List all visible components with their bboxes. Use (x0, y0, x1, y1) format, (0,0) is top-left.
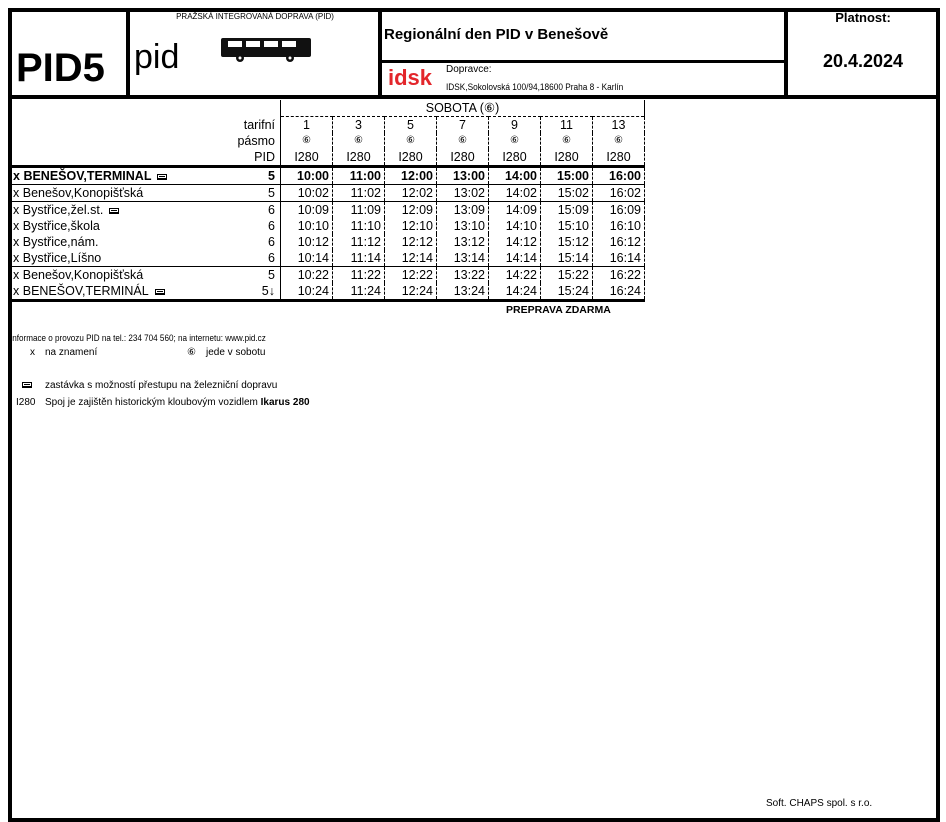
departure-time: 11:24 (333, 283, 385, 301)
trip-code: ⑥ (281, 133, 333, 149)
departure-time: 15:00 (541, 167, 593, 185)
departure-time: 10:14 (281, 250, 333, 267)
zone-cell (235, 267, 281, 284)
departure-time: 15:14 (541, 250, 593, 267)
departure-time: 16:00 (593, 167, 645, 185)
operator-logo: idsk (388, 65, 433, 90)
trip-code: ⑥ (385, 133, 437, 149)
departure-time: 16:12 (593, 234, 645, 250)
trip-vehicle: I280 (333, 149, 385, 167)
validity-date: 20.4.2024 (822, 51, 904, 71)
stop-name: Benešov,Konopišťská (22, 186, 144, 200)
stop-name: Benešov,Konopišťská (22, 268, 144, 282)
departure-time: 14:09 (489, 202, 541, 219)
trip-vehicle: I280 (593, 149, 645, 167)
departure-time: 14:12 (489, 234, 541, 250)
legend-x-symbol: x (30, 347, 35, 358)
trip-vehicle: I280 (385, 149, 437, 167)
trip-code: ⑥ (489, 133, 541, 149)
divider (378, 60, 786, 63)
departure-time: 13:02 (437, 185, 489, 202)
departure-time: 11:09 (333, 202, 385, 219)
departure-time: 12:09 (385, 202, 437, 219)
departure-time: 15:12 (541, 234, 593, 250)
stop-name: BENEŠOV,TERMINAL (23, 169, 152, 183)
arrow-down-icon: ↓ (268, 284, 275, 298)
zone-cell (235, 185, 281, 202)
departure-time: 13:22 (437, 267, 489, 284)
departure-time: 15:22 (541, 267, 593, 284)
departure-time: 10:09 (281, 202, 333, 219)
zone-cell (235, 218, 281, 234)
departure-time: 13:00 (437, 167, 489, 185)
departure-time: 11:00 (333, 167, 385, 185)
stop-cell (10, 218, 235, 234)
blank-cell (235, 100, 281, 117)
zone-cell (235, 283, 281, 301)
table-row (10, 202, 645, 219)
stop-name: BENEŠOV,TERMINÁL (22, 284, 149, 298)
departure-time: 15:02 (541, 185, 593, 202)
zone-cell (235, 167, 281, 185)
stop-cell (10, 185, 235, 202)
departure-time: 14:22 (489, 267, 541, 284)
legend-i280-bold: Ikarus 280 (260, 397, 310, 408)
timetable (10, 100, 645, 302)
validity-label: Platnost: (835, 10, 891, 25)
stop-name: Bystřice,nám. (22, 235, 99, 249)
zone-value: 6 (268, 203, 275, 217)
departure-time: 14:24 (489, 283, 541, 301)
trip-vehicle: I280 (437, 149, 489, 167)
zone-value: 5 (261, 284, 269, 298)
trip-number: 9 (489, 117, 541, 134)
trip-number: 13 (593, 117, 645, 134)
software-credit: Soft. CHAPS spol. s r.o. (766, 798, 873, 809)
stop-flag: x (13, 235, 20, 249)
departure-time: 11:14 (333, 250, 385, 267)
departure-time: 15:09 (541, 202, 593, 219)
departure-time: 13:24 (437, 283, 489, 301)
departure-time: 12:02 (385, 185, 437, 202)
trip-number: 11 (541, 117, 593, 134)
info-note: Informace o provozu PID na tel.: 234 704 560; na internetu: www.pid.cz (10, 333, 266, 343)
stop-cell (10, 267, 235, 284)
stop-flag: x (13, 186, 20, 200)
stop-name: Bystřice,žel.st. (22, 203, 104, 217)
train-icon (155, 289, 165, 295)
divider (784, 8, 788, 98)
departure-time: 12:14 (385, 250, 437, 267)
blank-cell (10, 100, 235, 117)
departure-time: 16:10 (593, 218, 645, 234)
trip-vehicle: I280 (281, 149, 333, 167)
stop-cell (10, 283, 235, 301)
departure-time: 16:02 (593, 185, 645, 202)
departure-time: 13:10 (437, 218, 489, 234)
line-number: PID5 (16, 46, 105, 90)
zone-cell (235, 234, 281, 250)
legend-i280-symbol: I280 (16, 397, 36, 408)
trip-number: 3 (333, 117, 385, 134)
stop-name: Bystřice,Líšno (22, 251, 102, 265)
departure-time: 11:10 (333, 218, 385, 234)
timetable-title: Regionální den PID v Benešově (384, 26, 609, 43)
blank-cell (10, 149, 235, 167)
departure-time: 11:02 (333, 185, 385, 202)
departure-time: 10:22 (281, 267, 333, 284)
departure-time: 16:14 (593, 250, 645, 267)
departure-time: 11:22 (333, 267, 385, 284)
legend-x-text: na znamení (45, 347, 98, 358)
departure-time: 13:12 (437, 234, 489, 250)
departure-time: 14:14 (489, 250, 541, 267)
trip-code: ⑥ (593, 133, 645, 149)
train-icon (157, 174, 167, 180)
zone-value: 5 (268, 268, 275, 282)
departure-time: 16:09 (593, 202, 645, 219)
trip-vehicle: I280 (489, 149, 541, 167)
departure-time: 12:10 (385, 218, 437, 234)
departure-time: 12:22 (385, 267, 437, 284)
stop-cell (10, 202, 235, 219)
legend-train-text: zastávka s možností přestupu na železniční dopravu (45, 380, 278, 391)
trip-code: ⑥ (437, 133, 489, 149)
stop-flag: x (13, 203, 20, 217)
departure-time: 16:24 (593, 283, 645, 301)
trip-number: 7 (437, 117, 489, 134)
notes-block (0, 332, 946, 432)
departure-time: 10:02 (281, 185, 333, 202)
stop-cell (10, 234, 235, 250)
zone-header: PID (235, 149, 281, 167)
departure-time: 12:24 (385, 283, 437, 301)
departure-time: 14:02 (489, 185, 541, 202)
departure-time: 15:24 (541, 283, 593, 301)
footer-note: PREPRAVA ZDARMA (506, 304, 611, 316)
zone-value: 6 (268, 219, 275, 233)
legend-sat-symbol: ⑥ (187, 347, 196, 358)
departure-time: 10:12 (281, 234, 333, 250)
stop-flag: x (13, 219, 20, 233)
departure-time: 16:22 (593, 267, 645, 284)
departure-time: 10:24 (281, 283, 333, 301)
departure-time: 10:00 (281, 167, 333, 185)
departure-time: 13:09 (437, 202, 489, 219)
zone-value: 5 (268, 169, 275, 183)
zone-header: pásmo (235, 133, 281, 149)
table-row (10, 167, 645, 185)
day-header: SOBOTA (⑥) (281, 100, 645, 117)
stop-cell (10, 167, 235, 185)
trip-number: 5 (385, 117, 437, 134)
stop-flag: x (13, 169, 20, 183)
zone-value: 5 (268, 186, 275, 200)
zone-cell (235, 250, 281, 267)
departure-time: 15:10 (541, 218, 593, 234)
trip-number: 1 (281, 117, 333, 134)
table-row (10, 234, 645, 250)
table-row (10, 283, 645, 301)
legend-i280-text: Spoj je zajištěn historickým kloubovým vozidlem (45, 397, 261, 408)
departure-time: 14:10 (489, 218, 541, 234)
trip-code: ⑥ (333, 133, 385, 149)
pid-logo: pid (134, 38, 180, 76)
table-row (10, 250, 645, 267)
departure-time: 13:14 (437, 250, 489, 267)
operator-label: Dopravce: (446, 64, 492, 75)
stop-flag: x (13, 251, 20, 265)
stop-cell (10, 250, 235, 267)
stop-flag: x (13, 268, 20, 282)
departure-time: 12:12 (385, 234, 437, 250)
table-row (10, 267, 645, 284)
zone-header: tarifní (235, 117, 281, 134)
legend-sat-text: jede v sobotu (206, 347, 266, 358)
header-divider (8, 95, 940, 99)
trip-code: ⑥ (541, 133, 593, 149)
zone-value: 6 (268, 251, 275, 265)
zone-cell (235, 202, 281, 219)
train-icon (109, 208, 119, 214)
departure-time: 14:00 (489, 167, 541, 185)
blank-cell (10, 117, 235, 134)
table-row (10, 218, 645, 234)
organization-name: PRAŽSKÁ INTEGROVANÁ DOPRAVA (PID) (176, 12, 334, 21)
stop-name: Bystřice,škola (22, 219, 100, 233)
bus-icon (220, 36, 312, 64)
departure-time: 11:12 (333, 234, 385, 250)
operator-address: IDSK,Sokolovská 100/94,18600 Praha 8 - Karlín (446, 82, 624, 92)
stop-flag: x (13, 284, 20, 298)
departure-time: 12:00 (385, 167, 437, 185)
departure-time: 10:10 (281, 218, 333, 234)
trip-vehicle: I280 (541, 149, 593, 167)
blank-cell (10, 133, 235, 149)
table-row (10, 185, 645, 202)
zone-value: 6 (268, 235, 275, 249)
train-icon (22, 382, 32, 388)
